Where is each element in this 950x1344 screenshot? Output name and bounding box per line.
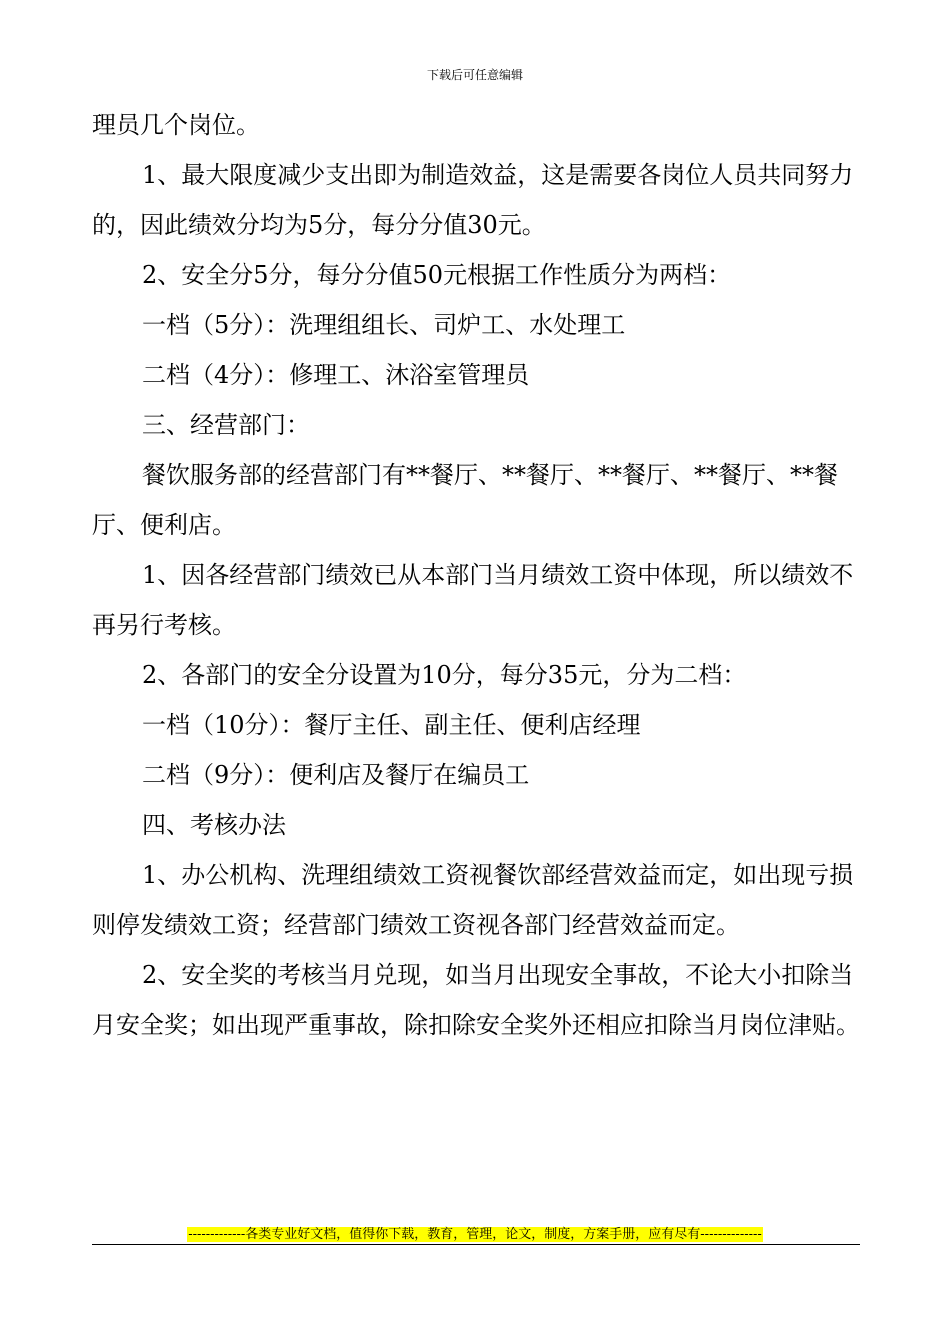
paragraph-6: 餐饮服务部的经营部门有**餐厅、**餐厅、**餐厅、**餐厅、**餐厅、便利店。 xyxy=(92,461,838,539)
paragraph-2: 2、安全分5分，每分分值50元根据工作性质分为两档： xyxy=(142,261,732,289)
paragraph-1: 1、最大限度减少支出即为制造效益，这是需要各岗位人员共同努力的，因此绩效分均为5分，每分分值30元。 xyxy=(92,161,854,239)
paragraph-4: 二档（4分）：修理工、沐浴室管理员 xyxy=(142,361,530,389)
paragraph-13: 2、安全奖的考核当月兑现，如当月出现安全事故，不论大小扣除当月安全奖；如出现严重事故，除扣除安全奖外还相应扣除当月岗位津贴。 xyxy=(92,961,860,1039)
footer-divider xyxy=(92,1244,860,1245)
paragraph-0: 理员几个岗位。 xyxy=(92,111,260,139)
footer-promo xyxy=(0,1226,950,1244)
paragraph-8: 2、各部门的安全分设置为10分，每分35元，分为二档： xyxy=(142,661,747,689)
paragraph-7: 1、因各经营部门绩效已从本部门当月绩效工资中体现，所以绩效不再另行考核。 xyxy=(92,561,854,639)
paragraph-3: 一档（5分）：洗理组组长、司炉工、水处理工 xyxy=(142,311,626,339)
paragraph-10: 二档（9分）：便利店及餐厅在编员工 xyxy=(142,761,530,789)
footer-promo-text: -------------各类专业好文档，值得你下载，教育，管理，论文，制度，方案手册，应有尽有-------------- xyxy=(188,1227,762,1242)
page-header: 下载后可任意编辑 xyxy=(426,68,523,82)
paragraph-12: 1、办公机构、洗理组绩效工资视餐饮部经营效益而定，如出现亏损则停发绩效工资；经营部门绩效工资视各部门经营效益而定。 xyxy=(92,861,854,939)
paragraph-9: 一档（10分）：餐厅主任、副主任、便利店经理 xyxy=(142,711,641,739)
paragraph-5: 三、经营部门： xyxy=(142,411,310,439)
document-body xyxy=(92,100,862,1050)
paragraph-11: 四、考核办法 xyxy=(142,811,286,839)
